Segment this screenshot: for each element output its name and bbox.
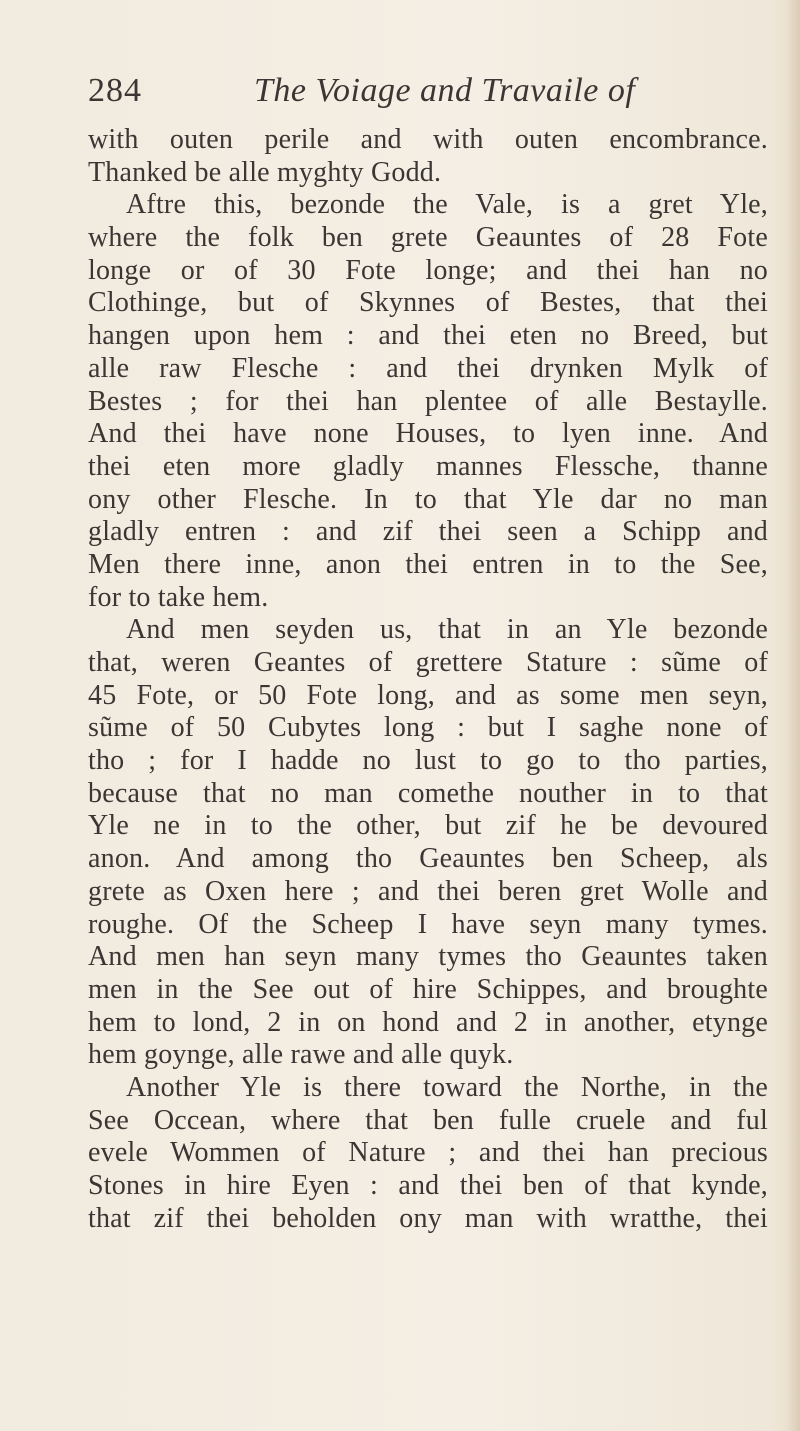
text-line: sũme of 50 Cubytes long : but I saghe none of (88, 712, 768, 744)
text-line: that, weren Geantes of grettere Stature : sũme of (88, 647, 768, 678)
body-text (88, 124, 768, 1235)
text-line: alle raw Flesche : and thei drynken Mylk of (88, 352, 768, 384)
text-line: Men there inne, anon thei entren in to the See, (88, 548, 768, 580)
text-line: gladly entren : and zif thei seen a Schipp and (88, 516, 768, 548)
text-line: Yle ne in to the other, but zif he be devoured (88, 810, 768, 842)
text-line: hem goynge, alle rawe and alle quyk. (88, 1039, 514, 1071)
text-line: that zif thei beholden ony man with wratthe, thei (88, 1202, 768, 1234)
text-line: because that no man comethe nouther in to that (88, 777, 768, 809)
text-line: with outen perile and with outen encombrance. (88, 124, 768, 155)
text-line: roughe. Of the Scheep I have seyn many tymes. (88, 908, 768, 940)
text-line: tho ; for I hadde no lust to go to tho parties, (88, 745, 768, 777)
text-line: evele Wommen of Nature ; and thei han precious (88, 1137, 768, 1169)
text-line: 45 Fote, or 50 Fote long, and as some men seyn, (88, 679, 768, 711)
text-line: Clothinge, but of Skynnes of Bestes, that thei (88, 287, 768, 319)
text-line: thei eten more gladly mannes Flessche, thanne (88, 450, 768, 482)
text-line: for to take hem. (88, 581, 269, 613)
page-edge-shadow (786, 0, 800, 1431)
text-line: hem to lond, 2 in on hond and 2 in another, etynge (88, 1006, 768, 1038)
text-line: Bestes ; for thei han plentee of alle Bestaylle. (88, 385, 768, 417)
text-line: Stones in hire Eyen : and thei ben of that kynde, (88, 1170, 768, 1201)
text-line: See Occean, where that ben fulle cruele and ful (88, 1104, 768, 1136)
text-line: And men han seyn many tymes tho Geauntes taken (88, 941, 768, 973)
text-line: anon. And among tho Geauntes ben Scheep, als (88, 843, 768, 875)
text-line: Thanked be alle myghty Godd. (88, 156, 442, 188)
text-line: And men seyden us, that in an Yle bezonde (126, 614, 768, 646)
text-line: hangen upon hem : and thei eten no Breed, but (88, 320, 768, 352)
text-line: ony other Flesche. In to that Yle dar no man (88, 483, 768, 515)
text-line: men in the See out of hire Schippes, and broughte (88, 973, 768, 1005)
text-line: grete as Oxen here ; and thei beren gret Wolle and (88, 875, 768, 907)
text-line: longe or of 30 Fote longe; and thei han no (88, 254, 768, 286)
text-line: And thei have none Houses, to lyen inne. And (88, 418, 768, 450)
page-header (88, 72, 748, 122)
page-number: 284 (88, 72, 142, 109)
running-title: The Voiage and Travaile of (254, 72, 636, 109)
text-line: Aftre this, bezonde the Vale, is a gret Yle, (126, 189, 768, 221)
text-line: where the folk ben grete Geauntes of 28 Fote (88, 222, 768, 254)
text-line: Another Yle is there toward the Northe, in the (126, 1071, 768, 1103)
